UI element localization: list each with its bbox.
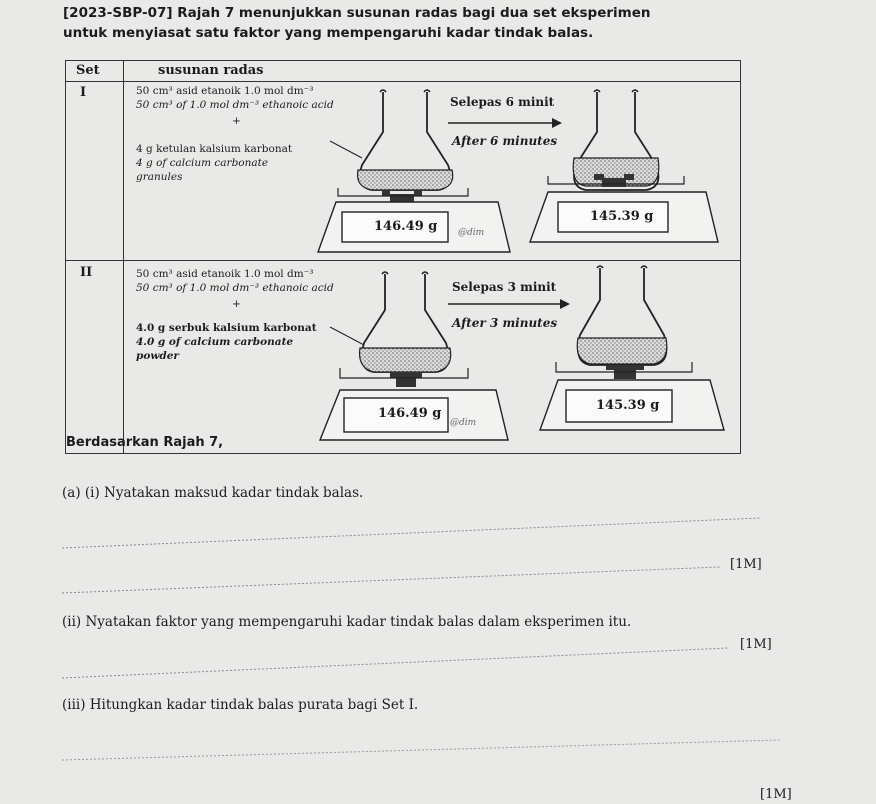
set1-after-flask <box>573 90 659 190</box>
set1-pointer-line <box>330 141 362 158</box>
set1-arrow-label-en: After 6 minutes <box>452 134 558 148</box>
set2-arrow-label-ms: Selepas 3 minit <box>452 280 557 294</box>
mark-a-i: [1M] <box>730 557 762 572</box>
question-a-i: (a) (i) Nyatakan maksud kadar tindak balas. <box>62 485 364 501</box>
question-a-iii: (iii) Hitungkan kadar tindak balas purata bagi Set I. <box>62 697 419 713</box>
set2-after-flask <box>577 266 667 365</box>
question-header-line2: untuk menyiasat satu faktor yang mempengaruhi kadar tindak balas. <box>63 25 594 41</box>
set1-solid-en: 4 g of calcium carbonate <box>136 157 269 169</box>
set1-mass-before: 146.49 g <box>374 219 438 234</box>
set2-arrowhead-icon <box>560 299 570 309</box>
mark-a-ii: [1M] <box>740 637 772 652</box>
set2-mass-before: 146.49 g <box>378 406 442 421</box>
set1-acid-ms: 50 cm³ asid etanoik 1.0 mol dm⁻³ <box>136 85 314 97</box>
set1-plus: + <box>232 115 241 127</box>
set2-solid-en: 4.0 g of calcium carbonate <box>136 336 294 348</box>
set2-solid-ms: 4.0 g serbuk kalsium karbonat <box>136 322 317 334</box>
mark-a-iii: [1M] <box>760 787 792 802</box>
answer-line-a-ii[interactable] <box>62 648 728 678</box>
column-header-arrangement: susunan radas <box>158 63 264 78</box>
set-label-2: II <box>80 265 93 280</box>
set2-acid-ms: 50 cm³ asid etanoik 1.0 mol dm⁻³ <box>136 268 314 280</box>
set1-arrow-label-ms: Selepas 6 minit <box>450 95 555 109</box>
set2-mass-after: 145.39 g <box>596 398 660 413</box>
set1-before-flask <box>358 90 453 190</box>
set-label-1: I <box>80 85 87 100</box>
set1-acid-en: 50 cm³ of 1.0 mol dm⁻³ ethanoic acid <box>136 99 334 111</box>
set2-watermark: @dim <box>450 418 477 428</box>
set1-arrowhead-icon <box>552 118 562 128</box>
question-header-line1: [2023-SBP-07] Rajah 7 menunjukkan susunan radas bagi dua set eksperimen <box>63 5 651 21</box>
answer-line-a-i-2[interactable] <box>62 567 720 593</box>
set2-solid-en2: powder <box>136 350 179 362</box>
set2-arrow-label-en: After 3 minutes <box>452 316 558 330</box>
set1-mass-after: 145.39 g <box>590 209 654 224</box>
set1-watermark: @dim <box>458 228 485 238</box>
set2-before-flask <box>360 272 451 372</box>
diagram-caption: Berdasarkan Rajah 7, <box>66 435 224 450</box>
set2-before-stopper-burner <box>390 373 422 387</box>
set2-pointer-line <box>330 327 364 345</box>
set1-solid-en2: granules <box>136 171 183 183</box>
set1-solid-ms: 4 g ketulan kalsium karbonat <box>136 143 293 155</box>
question-a-ii: (ii) Nyatakan faktor yang mempengaruhi kadar tindak balas dalam eksperimen itu. <box>62 614 632 630</box>
answer-line-a-i-1[interactable] <box>62 518 760 548</box>
set2-acid-en: 50 cm³ of 1.0 mol dm⁻³ ethanoic acid <box>136 282 334 294</box>
column-header-set: Set <box>76 63 100 78</box>
set2-plus: + <box>232 298 241 310</box>
answer-line-a-iii[interactable] <box>62 740 780 760</box>
